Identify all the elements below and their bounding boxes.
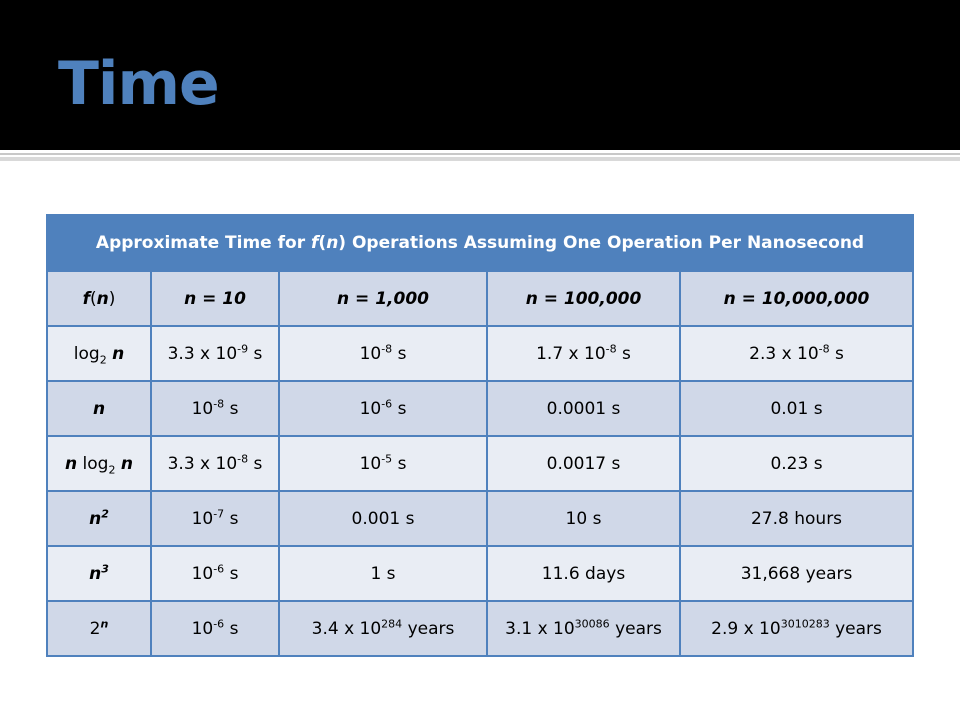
table-row bbox=[47, 491, 913, 546]
table-cell: 11.6 days bbox=[487, 546, 680, 601]
header-n-10000000: n = 10,000,000 bbox=[680, 271, 913, 326]
table-cell: 2.3 x $10^{-8}$ s bbox=[680, 326, 913, 381]
header-n-10: n = 10 bbox=[151, 271, 279, 326]
header-n-1000: n = 1,000 bbox=[279, 271, 487, 326]
title-divider-thin bbox=[0, 153, 960, 155]
row-label-n-squared: $n^2$ bbox=[47, 491, 151, 546]
table-cell: 2.9 x $10^{3010283}$ years bbox=[680, 601, 913, 656]
table-cell: 1 s bbox=[279, 546, 487, 601]
table-cell: $10^{-8}$ s bbox=[279, 326, 487, 381]
header-fn: f(n) bbox=[47, 271, 151, 326]
row-label-n: n bbox=[47, 381, 151, 436]
table-row bbox=[47, 601, 913, 656]
table-cell: 0.0001 s bbox=[487, 381, 680, 436]
table-cell: 3.4 x $10^{284}$ years bbox=[279, 601, 487, 656]
table-cell: 0.001 s bbox=[279, 491, 487, 546]
table-cell: 1.7 x $10^{-8}$ s bbox=[487, 326, 680, 381]
table-cell: $10^{-6}$ s bbox=[151, 546, 279, 601]
row-label-n-cubed: $n^3$ bbox=[47, 546, 151, 601]
row-label-2-pow-n: 2$^n$ bbox=[47, 601, 151, 656]
table-cell: $10^{-7}$ s bbox=[151, 491, 279, 546]
complexity-table bbox=[46, 214, 914, 657]
table-cell: $10^{-6}$ s bbox=[279, 381, 487, 436]
header-n-100000: n = 100,000 bbox=[487, 271, 680, 326]
title-divider-thick bbox=[0, 157, 960, 161]
table-cell: 27.8 hours bbox=[680, 491, 913, 546]
table-cell: $10^{-5}$ s bbox=[279, 436, 487, 491]
table-row bbox=[47, 546, 913, 601]
table-caption: Approximate Time for f(n) Operations Assuming One Operation Per Nanosecond bbox=[47, 215, 913, 271]
table-row bbox=[47, 436, 913, 491]
table-cell: 3.3 x $10^{-8}$ s bbox=[151, 436, 279, 491]
table-cell: 3.3 x $10^{-9}$ s bbox=[151, 326, 279, 381]
table-cell: 10 s bbox=[487, 491, 680, 546]
table-row bbox=[47, 381, 913, 436]
table-cell: 0.23 s bbox=[680, 436, 913, 491]
row-label-n-log-n: n $\log_2 n$ bbox=[47, 436, 151, 491]
table-cell: $10^{-8}$ s bbox=[151, 381, 279, 436]
table-cell: 31,668 years bbox=[680, 546, 913, 601]
table-cell: 0.01 s bbox=[680, 381, 913, 436]
table-caption-row bbox=[47, 215, 913, 271]
table-row bbox=[47, 326, 913, 381]
title-bar bbox=[0, 0, 960, 150]
table-header-row bbox=[47, 271, 913, 326]
table-cell: 0.0017 s bbox=[487, 436, 680, 491]
table-cell: $10^{-6}$ s bbox=[151, 601, 279, 656]
row-label-log-n: $\log_2 n$ bbox=[47, 326, 151, 381]
table-cell: 3.1 x $10^{30086}$ years bbox=[487, 601, 680, 656]
slide-title: Time bbox=[58, 49, 219, 119]
